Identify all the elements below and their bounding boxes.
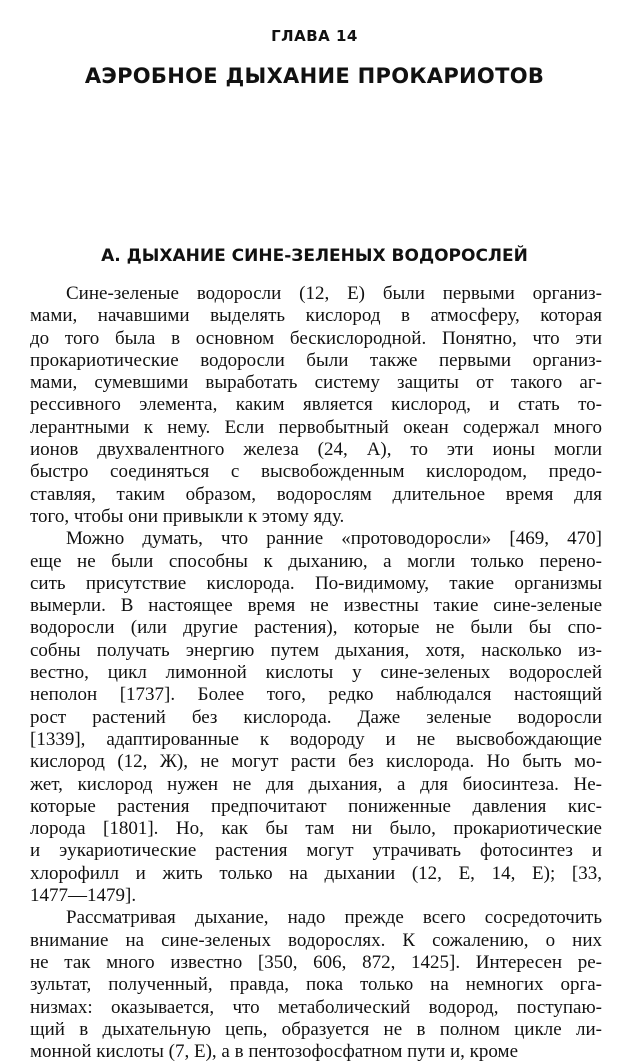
text-line: Сине-зеленые водоросли (12, Е) были первыми организ- (66, 283, 602, 304)
text-line: рост растений без кислорода. Даже зеленые водоросли (30, 706, 602, 728)
paragraph (30, 283, 602, 528)
text-line: кислород (12, Ж), не могут расти без кислорода. Но быть мо- (30, 751, 602, 773)
text-line: прокариотические водоросли были также первыми организ- (30, 349, 602, 371)
text-line: ставляя, таким образом, водорослям длительное время для (30, 483, 602, 505)
text-line: хлорофилл и жить только на дыхании (12, Е, 14, Е); [33, (30, 862, 602, 884)
text-line: до того была в основном бескислородной. Понятно, что эти (30, 327, 602, 349)
chapter-label: ГЛАВА 14 (271, 27, 358, 45)
text-line: и эукариотические растения могут утрачивать фотосинтез и (30, 840, 602, 862)
text-line: 1477—1479]. (30, 885, 137, 907)
text-line: [1339], адаптированные к водороду и не высвобождающие (30, 728, 602, 750)
text-line: низмах: оказывается, что метаболический водород, поступаю- (30, 996, 602, 1018)
text-line: Рассматривая дыхание, надо прежде всего сосредоточить (66, 907, 602, 929)
text-line: жет, кислород нужен не для дыхания, а для биосинтеза. Не- (30, 773, 602, 795)
text-line: вестно, цикл лимонной кислоты у сине-зеленых водорослей (30, 662, 602, 684)
text-line: мами, сумевшими выработать систему защиты от такого аг- (30, 372, 602, 394)
text-line: собны получать энергию путем дыхания, хотя, насколько из- (30, 639, 602, 661)
text-line: еще не были способны к дыханию, а могли только перено- (30, 550, 602, 572)
text-line: лорода [1801]. Но, как бы там ни было, прокариотические (30, 818, 602, 840)
text-line: сить присутствие кислорода. По-видимому, такие организмы (30, 572, 602, 594)
text-line: быстро соединяться с высвобожденным кислородом, предо- (30, 461, 602, 483)
chapter-title: АЭРОБНОЕ ДЫХАНИЕ ПРОКАРИОТОВ (84, 64, 545, 88)
text-line: мами, начавшими выделять кислород в атмосферу, которая (30, 305, 602, 327)
paragraph (30, 528, 602, 907)
text-line: вымерли. В настоящее время не известны такие сине-зеленые (30, 595, 602, 617)
text-line: того, чтобы они привыкли к этому яду. (30, 505, 345, 527)
body-text (30, 283, 602, 1063)
text-line: Можно думать, что ранние «протоводоросли» [469, 470] (66, 528, 602, 550)
text-line: не так много известно [350, 606, 872, 1425]. Интересен ре- (30, 951, 602, 973)
text-line: водоросли (или другие растения), которые не были бы спо- (30, 617, 602, 639)
text-line: зультат, полученный, правда, пока только на немногих орга- (30, 974, 602, 996)
text-line: монной кислоты (7, Е), а в пентозофосфатном пути и, кроме (30, 1041, 519, 1063)
text-line: которые растения предпочитают пониженные давления кис- (30, 795, 602, 817)
text-line: рессивного элемента, каким является кислород, и стать то- (30, 394, 602, 416)
text-line: ионов двухвалентного железа (24, А), то эти ионы могли (30, 439, 602, 461)
paragraph (30, 907, 602, 1063)
text-line: щий в дыхательную цепь, образуется не в полном цикле ли- (30, 1018, 602, 1040)
text-line: неполон [1737]. Более того, редко наблюдался настоящий (30, 684, 602, 706)
section-heading: А. ДЫХАНИЕ СИНЕ-ЗЕЛЕНЫХ ВОДОРОСЛЕЙ (101, 246, 528, 266)
text-line: внимание на сине-зеленых водорослях. К сожалению, о них (30, 929, 602, 951)
text-line: лерантными к нему. Если первобытный океан содержал много (30, 416, 602, 438)
